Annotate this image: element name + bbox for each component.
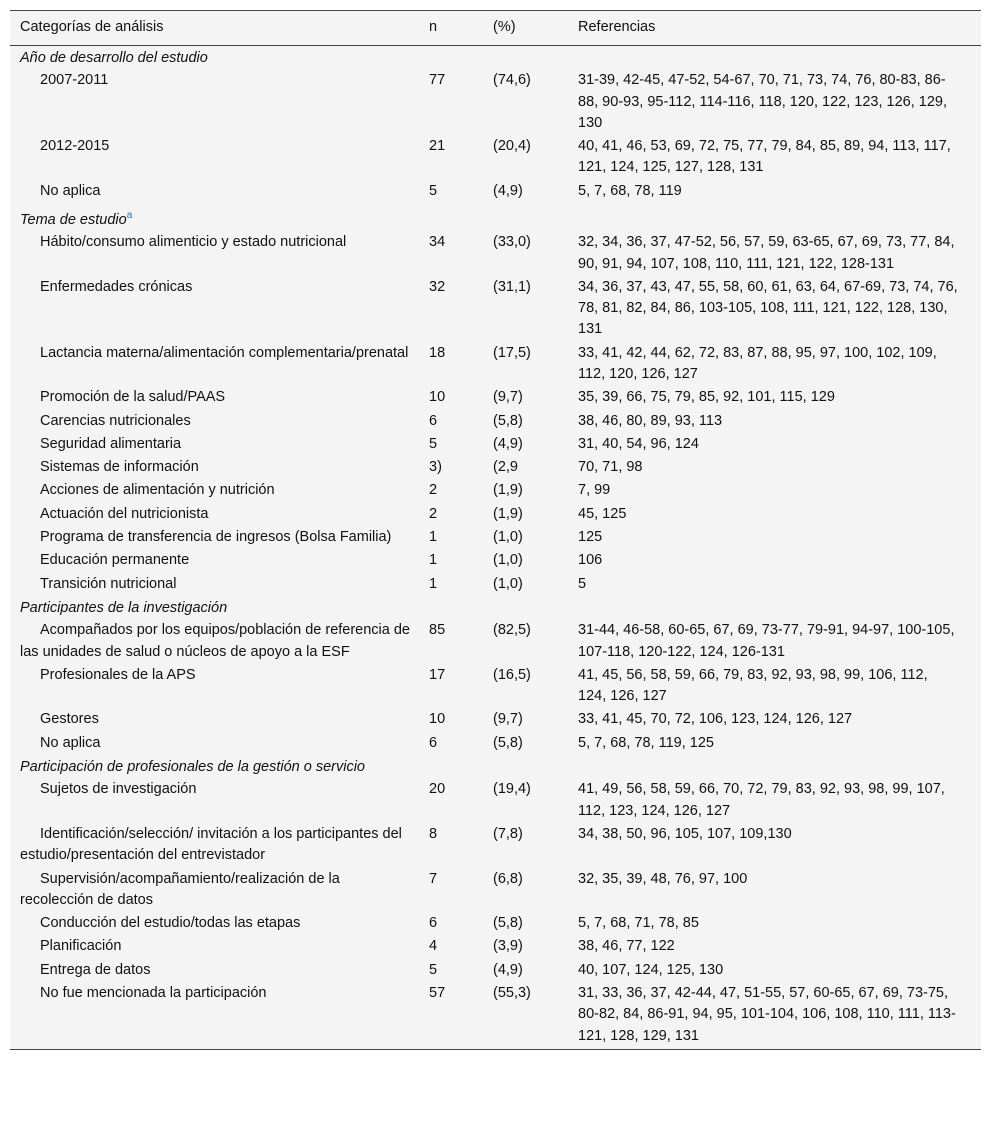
section-label: Participación de profesionales de la gestión o servicio	[20, 759, 365, 776]
header-percent: (%)	[483, 11, 568, 46]
table-row	[10, 276, 981, 342]
analysis-table-container	[10, 10, 981, 1050]
category-cell: Seguridad alimentaria	[40, 435, 182, 452]
references-cell: 40, 107, 124, 125, 130	[578, 961, 724, 978]
percent-cell: (33,0)	[493, 234, 531, 251]
percent-cell: (1,9)	[493, 482, 523, 499]
references-cell: 34, 36, 37, 43, 47, 55, 58, 60, 61, 63, 64, 67-69, 73, 74, 76, 78, 81, 82, 84, 86, 103-105, 108, 111, 121, 122, 128, 130, 131	[578, 278, 958, 338]
category-cell: 2007-2011	[40, 72, 109, 89]
references-cell: 31, 40, 54, 96, 124	[578, 435, 699, 452]
table-row	[10, 912, 981, 935]
references-cell: 31-44, 46-58, 60-65, 67, 69, 73-77, 79-91, 94-97, 100-105, 107-118, 120-122, 124, 126-131	[578, 622, 955, 660]
percent-cell: (16,5)	[493, 666, 531, 683]
table-row	[10, 479, 981, 502]
header-n: n	[419, 11, 483, 46]
references-cell: 33, 41, 45, 70, 72, 106, 123, 124, 126, 127	[578, 711, 853, 728]
category-cell: Gestores	[40, 711, 99, 728]
n-cell: 1	[429, 552, 438, 569]
category-cell: 2012-2015	[40, 138, 110, 155]
references-cell: 38, 46, 77, 122	[578, 938, 675, 955]
references-cell: 33, 41, 42, 44, 62, 72, 83, 87, 88, 95, 97, 100, 102, 109, 112, 120, 126, 127	[578, 344, 937, 382]
percent-cell: (19,4)	[493, 781, 531, 798]
category-cell: Identificación/selección/ invitación a los participantes del estudio/presentación del entrevistador	[20, 825, 402, 864]
n-cell: 2	[429, 482, 438, 499]
n-cell: 5	[429, 961, 438, 978]
table-row	[10, 503, 981, 526]
percent-cell: (55,3)	[493, 985, 531, 1001]
references-cell: 41, 45, 56, 58, 59, 66, 79, 83, 92, 93, 98, 99, 106, 112, 124, 126, 127	[578, 666, 928, 705]
n-cell: 10	[429, 711, 446, 728]
header-categories: Categorías de análisis	[10, 11, 419, 46]
references-cell: 5	[578, 575, 587, 592]
n-cell: 34	[429, 234, 446, 251]
references-cell: 70, 71, 98	[578, 459, 643, 476]
category-cell: Profesionales de la APS	[40, 666, 196, 683]
percent-cell: (6,8)	[493, 870, 523, 887]
category-cell: Sistemas de información	[40, 459, 199, 476]
percent-cell: (1,0)	[493, 575, 523, 592]
section-row	[10, 46, 981, 70]
percent-cell: (4,9)	[493, 435, 523, 452]
header-references: Referencias	[568, 11, 981, 46]
category-cell: Educación permanente	[40, 552, 190, 569]
category-cell: No aplica	[40, 734, 101, 751]
section-row	[10, 596, 981, 619]
table-row	[10, 549, 981, 572]
n-cell: 57	[429, 985, 446, 1001]
n-cell: 1	[429, 529, 438, 546]
references-cell: 31, 33, 36, 37, 42-44, 47, 51-55, 57, 60-65, 67, 69, 73-75, 80-82, 84, 86-91, 94, 95, 101-104, 106, 108, 110, 111, 113-121, 128, 129, 131	[578, 985, 956, 1044]
n-cell: 20	[429, 781, 446, 798]
category-cell: Supervisión/acompañamiento/realización de la recolección de datos	[20, 870, 340, 908]
section-row	[10, 755, 981, 778]
n-cell: 2	[429, 505, 438, 522]
percent-cell: (4,9)	[493, 182, 523, 199]
percent-cell: (3,9)	[493, 938, 523, 955]
n-cell: 5	[429, 435, 438, 452]
section-heading	[10, 203, 981, 231]
n-cell: 10	[429, 389, 446, 406]
references-cell: 40, 41, 46, 53, 69, 72, 75, 77, 79, 84, 85, 89, 94, 113, 117, 121, 124, 125, 127, 128, 131	[578, 138, 951, 176]
references-cell: 41, 49, 56, 58, 59, 66, 70, 72, 79, 83, 92, 93, 98, 99, 107, 112, 123, 124, 126, 127	[578, 781, 945, 819]
n-cell: 3)	[429, 459, 442, 476]
percent-cell: (20,4)	[493, 138, 531, 155]
category-cell: Programa de transferencia de ingresos (Bolsa Familia)	[40, 529, 392, 546]
references-cell: 125	[578, 529, 603, 546]
percent-cell: (31,1)	[493, 278, 531, 295]
table-row	[10, 935, 981, 958]
table-row	[10, 342, 981, 387]
table-body	[10, 46, 981, 1049]
references-cell: 34, 38, 50, 96, 105, 107, 109,130	[578, 825, 792, 842]
table-row	[10, 823, 981, 868]
section-row	[10, 203, 981, 231]
analysis-table	[10, 10, 981, 1049]
table-row	[10, 386, 981, 409]
category-cell: Conducción del estudio/todas las etapas	[40, 915, 301, 932]
table-row	[10, 410, 981, 433]
table-row	[10, 982, 981, 1049]
percent-cell: (5,8)	[493, 412, 523, 429]
section-heading	[10, 46, 981, 70]
n-cell: 5	[429, 182, 438, 199]
category-cell: Planificación	[40, 938, 122, 955]
table-row	[10, 708, 981, 731]
category-cell: Entrega de datos	[40, 961, 151, 978]
references-cell: 32, 35, 39, 48, 76, 97, 100	[578, 870, 748, 887]
category-cell: Acciones de alimentación y nutrición	[40, 482, 275, 499]
references-cell: 7, 99	[578, 482, 611, 499]
category-cell: Sujetos de investigación	[40, 781, 197, 798]
references-cell: 106	[578, 552, 603, 569]
percent-cell: (1,9)	[493, 505, 523, 522]
n-cell: 4	[429, 938, 438, 955]
table-row	[10, 433, 981, 456]
n-cell: 1	[429, 575, 438, 592]
table-row	[10, 526, 981, 549]
table-row	[10, 69, 981, 135]
references-cell: 45, 125	[578, 505, 627, 522]
percent-cell: (5,8)	[493, 915, 523, 932]
category-cell: Carencias nutricionales	[40, 412, 191, 429]
table-row	[10, 732, 981, 755]
references-cell: 32, 34, 36, 37, 47-52, 56, 57, 59, 63-65, 67, 69, 73, 77, 84, 90, 91, 94, 107, 108, 110, 111, 121, 122, 128-131	[578, 234, 955, 272]
category-cell: Lactancia materna/alimentación complementaria/prenatal	[40, 344, 409, 361]
percent-cell: (4,9)	[493, 961, 523, 978]
table-bottom-rule	[10, 1049, 981, 1050]
references-cell: 35, 39, 66, 75, 79, 85, 92, 101, 115, 129	[578, 389, 835, 406]
category-cell: No aplica	[40, 182, 101, 199]
table-row	[10, 778, 981, 823]
category-cell: Enfermedades crónicas	[40, 278, 193, 295]
references-cell: 31-39, 42-45, 47-52, 54-67, 70, 71, 73, 74, 76, 80-83, 86-88, 90-93, 95-112, 114-116, 118, 120, 122, 123, 126, 129, 130	[578, 72, 947, 131]
references-cell: 5, 7, 68, 78, 119, 125	[578, 734, 714, 751]
table-row	[10, 231, 981, 276]
references-cell: 38, 46, 80, 89, 93, 113	[578, 412, 723, 429]
n-cell: 21	[429, 138, 446, 155]
percent-cell: (1,0)	[493, 529, 523, 546]
category-cell: Promoción de la salud/PAAS	[40, 389, 226, 406]
n-cell: 6	[429, 915, 438, 932]
percent-cell: (82,5)	[493, 622, 531, 639]
table-row	[10, 619, 981, 664]
n-cell: 77	[429, 72, 446, 89]
section-label: Participantes de la investigación	[20, 599, 228, 616]
percent-cell: (74,6)	[493, 72, 531, 89]
category-cell: Actuación del nutricionista	[40, 505, 209, 522]
footnote-marker[interactable]: a	[126, 210, 133, 222]
n-cell: 7	[429, 870, 438, 887]
section-heading	[10, 596, 981, 619]
n-cell: 6	[429, 734, 438, 751]
table-row	[10, 456, 981, 479]
references-cell: 5, 7, 68, 78, 119	[578, 182, 682, 199]
table-header	[10, 11, 981, 46]
section-label: Tema de estudio	[20, 211, 127, 228]
references-cell: 5, 7, 68, 71, 78, 85	[578, 915, 699, 932]
category-cell: Hábito/consumo alimenticio y estado nutricional	[40, 234, 347, 251]
table-row	[10, 868, 981, 913]
percent-cell: (2,9	[493, 459, 518, 476]
table-row	[10, 573, 981, 596]
n-cell: 8	[429, 825, 438, 842]
table-row	[10, 959, 981, 982]
n-cell: 18	[429, 344, 446, 361]
category-cell: Acompañados por los equipos/población de referencia de las unidades de salud o núcleos de apoyo a la ESF	[20, 622, 410, 660]
table-row	[10, 135, 981, 180]
percent-cell: (9,7)	[493, 389, 523, 406]
n-cell: 85	[429, 622, 446, 639]
category-cell: Transición nutricional	[40, 575, 177, 592]
percent-cell: (5,8)	[493, 734, 523, 751]
percent-cell: (17,5)	[493, 344, 531, 361]
percent-cell: (1,0)	[493, 552, 523, 569]
percent-cell: (7,8)	[493, 825, 523, 842]
category-cell: No fue mencionada la participación	[40, 985, 267, 1001]
percent-cell: (9,7)	[493, 711, 523, 728]
n-cell: 32	[429, 278, 446, 295]
n-cell: 6	[429, 412, 438, 429]
section-label: Año de desarrollo del estudio	[20, 50, 208, 66]
section-heading	[10, 755, 981, 778]
n-cell: 17	[429, 666, 446, 683]
table-row	[10, 180, 981, 203]
table-row	[10, 664, 981, 709]
